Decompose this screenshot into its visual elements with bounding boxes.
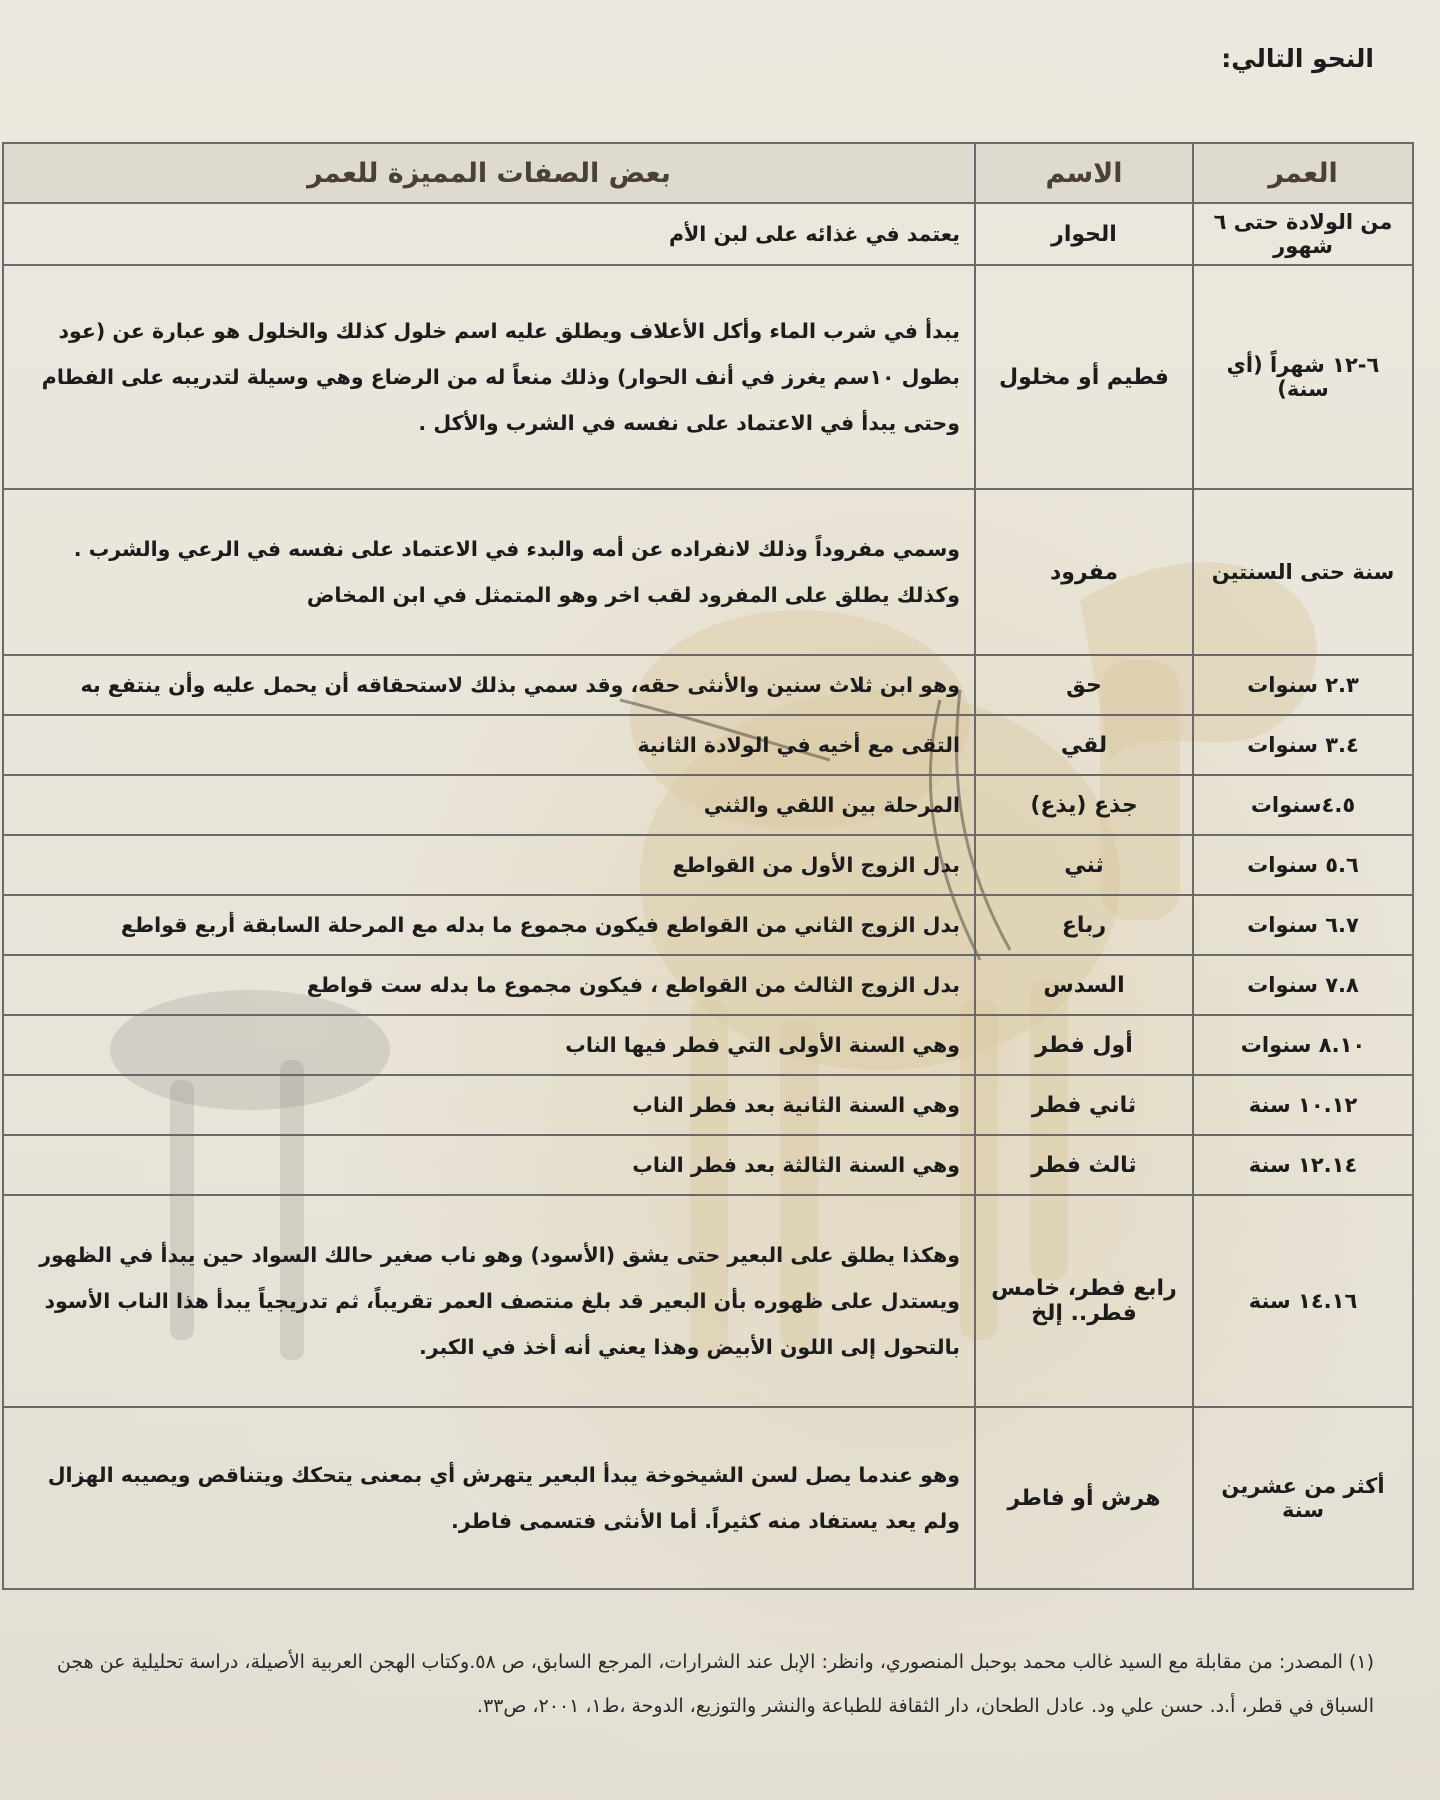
header-traits: بعض الصفات المميزة للعمر [3,143,975,203]
table-row [3,1075,1413,1135]
table-row [3,265,1413,489]
name-cell: رباع [975,895,1193,955]
age-cell: ٥.٦ سنوات [1193,835,1413,895]
description-cell: يعتمد في غذائه على لبن الأم [3,203,975,265]
description-cell: وسمي مفروداً وذلك لانفراده عن أمه والبدء في الاعتماد على نفسه في الرعي والشرب . وكذلك يطلق على المفرود لقب اخر وهو المتمثل في ابن المخاض [3,489,975,655]
description-cell: وهكذا يطلق على البعير حتى يشق (الأسود) وهو ناب صغير حالك السواد حين يبدأ في الظهور ويستدل على ظهوره بأن البعير قد بلغ منتصف العمر تقريباً، ثم تدريجياً يبدأ هذا الناب الأسود بالتحول إلى اللون الأبيض وهذا يعني أنه أخذ في الكبر. [3,1195,975,1407]
description-cell: بدل الزوج الأول من القواطع [3,835,975,895]
table-row [3,955,1413,1015]
camel-age-table [2,142,1414,1590]
name-cell: أول فطر [975,1015,1193,1075]
header-age: العمر [1193,143,1413,203]
description-cell: بدل الزوج الثاني من القواطع فيكون مجموع ما بدله مع المرحلة السابقة أربع قواطع [3,895,975,955]
name-cell: مفرود [975,489,1193,655]
table-row [3,203,1413,265]
table-row [3,715,1413,775]
age-cell: أكثر من عشرين سنة [1193,1407,1413,1589]
name-cell: ثني [975,835,1193,895]
description-cell: وهو ابن ثلاث سنين والأنثى حقه، وقد سمي بذلك لاستحقاقه أن يحمل عليه وأن ينتفع به [3,655,975,715]
description-cell: وهي السنة الثانية بعد فطر الناب [3,1075,975,1135]
name-cell: هرش أو فاطر [975,1407,1193,1589]
description-cell: وهي السنة الثالثة بعد فطر الناب [3,1135,975,1195]
table-header-row [3,143,1413,203]
name-cell: ثاني فطر [975,1075,1193,1135]
description-cell: وهو عندما يصل لسن الشيخوخة يبدأ البعير يتهرش أي بمعنى يتحكك ويتناقص ويصيبه الهزال ولم يعد يستفاد منه كثيراً. أما الأنثى فتسمى فاطر. [3,1407,975,1589]
name-cell: فطيم أو مخلول [975,265,1193,489]
age-cell: ٨.١٠ سنوات [1193,1015,1413,1075]
age-cell: ١٤.١٦ سنة [1193,1195,1413,1407]
age-cell: ٦-١٢ شهراً (أي سنة) [1193,265,1413,489]
table-row [3,775,1413,835]
age-cell: ٣.٤ سنوات [1193,715,1413,775]
age-cell: ٢.٣ سنوات [1193,655,1413,715]
age-cell: ٧.٨ سنوات [1193,955,1413,1015]
name-cell: الحوار [975,203,1193,265]
name-cell: السدس [975,955,1193,1015]
name-cell: لقي [975,715,1193,775]
table-row [3,1015,1413,1075]
description-cell: التقى مع أخيه في الولادة الثانية [3,715,975,775]
table-row [3,1135,1413,1195]
name-cell: ثالث فطر [975,1135,1193,1195]
intro-line: النحو التالي: [1221,44,1374,73]
table-row [3,489,1413,655]
source-footnote: (١) المصدر: من مقابلة مع السيد غالب محمد بوحبل المنصوري، وانظر: الإبل عند الشرارات، المرجع السابق، ص ٥٨.وكتاب الهجن العربية الأصيلة، دراسة تحليلية عن هجن السباق في قطر، أ.د. حسن علي ود. عادل الطحان، دار الثقافة للطباعة والنشر والتوزيع، الدوحة ،ط١، ٢٠٠١، ص٣٣. [56,1651,1374,1717]
name-cell: رابع فطر، خامس فطر.. إلخ [975,1195,1193,1407]
header-name: الاسم [975,143,1193,203]
age-cell: ١٠.١٢ سنة [1193,1075,1413,1135]
description-cell: وهي السنة الأولى التي فطر فيها الناب [3,1015,975,1075]
table-row [3,655,1413,715]
table-row [3,835,1413,895]
description-cell: المرحلة بين اللقي والثني [3,775,975,835]
age-cell: ٤.٥سنوات [1193,775,1413,835]
table-row [3,895,1413,955]
cropped-previous-line [340,0,1380,6]
table-row [3,1407,1413,1589]
name-cell: جذع (يذع) [975,775,1193,835]
age-cell: من الولادة حتى ٦ شهور [1193,203,1413,265]
description-cell: يبدأ في شرب الماء وأكل الأعلاف ويطلق عليه اسم خلول كذلك والخلول هو عبارة عن (عود بطول ١٠سم يغرز في أنف الحوار) وذلك منعاً له من الرضاع وهي وسيلة لتدريبه على الفطام وحتى يبدأ في الاعتماد على نفسه في الشرب والأكل . [3,265,975,489]
name-cell: حق [975,655,1193,715]
age-cell: سنة حتى السنتين [1193,489,1413,655]
age-cell: ١٢.١٤ سنة [1193,1135,1413,1195]
table-row [3,1195,1413,1407]
age-cell: ٦.٧ سنوات [1193,895,1413,955]
description-cell: بدل الزوج الثالث من القواطع ، فيكون مجموع ما بدله ست قواطع [3,955,975,1015]
